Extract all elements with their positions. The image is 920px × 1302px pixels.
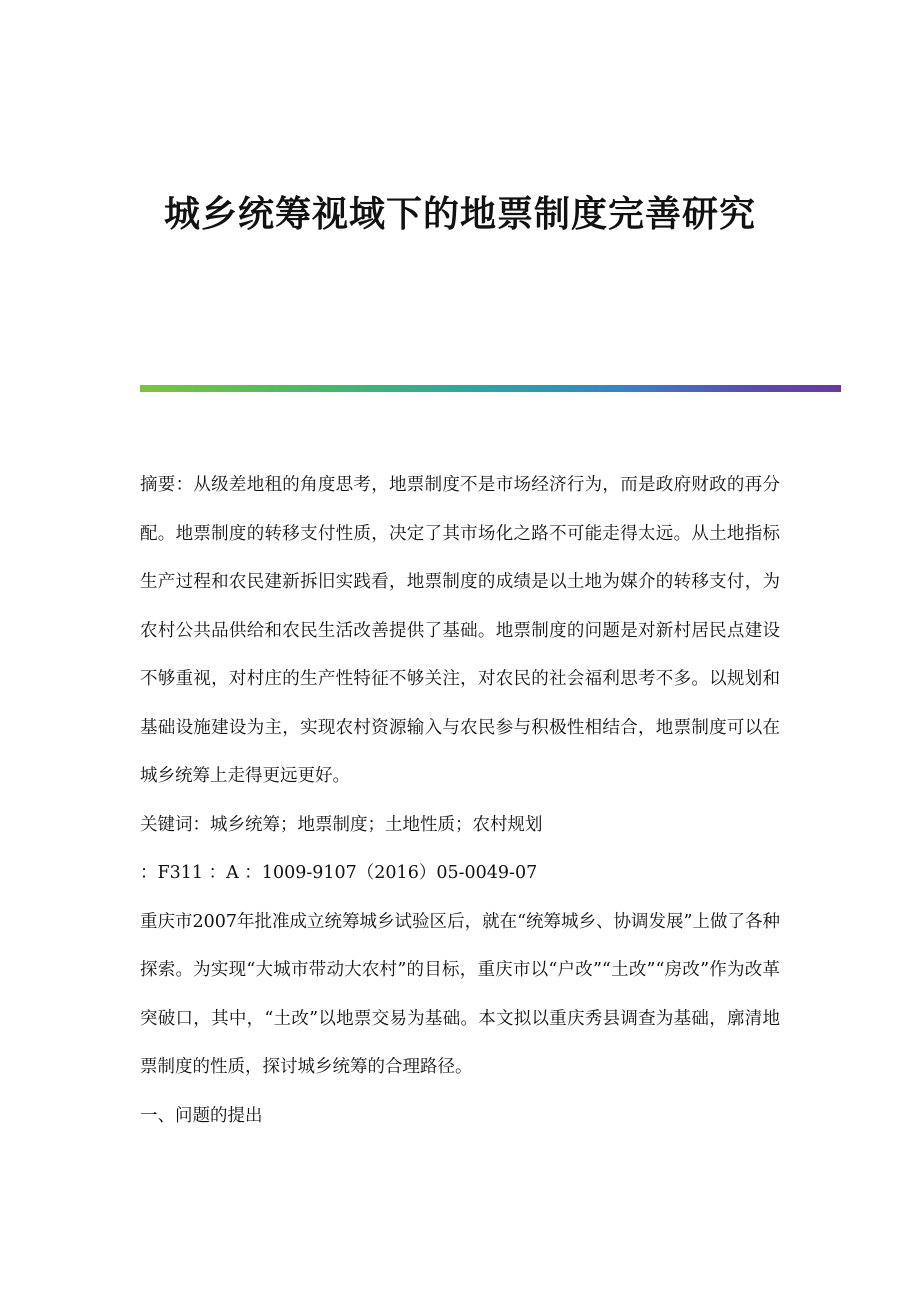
keywords-line: 关键词：城乡统筹；地票制度；土地性质；农村规划	[140, 814, 543, 835]
section-heading: 一、问题的提出	[140, 1105, 263, 1126]
title-divider	[140, 385, 841, 392]
document-body	[140, 461, 780, 1140]
intro-paragraph: 重庆市2007年批准成立统筹城乡试验区后，就在“统筹城乡、协调发展”上做了各种探索。为实现“大城市带动大农村”的目标，重庆市以“户改”“土改”“房改”作为改革突破口，其中，“土改”以地票交易为基础。本文拟以重庆秀县调查为基础，廓清地票制度的性质，探讨城乡统筹的合理路径。	[140, 911, 780, 1077]
abstract-paragraph: 摘要：从级差地租的角度思考，地票制度不是市场经济行为，而是政府财政的再分配。地票制度的转移支付性质，决定了其市场化之路不可能走得太远。从土地指标生产过程和农民建新拆旧实践看，地票制度的成绩是以土地为媒介的转移支付，为农村公共品供给和农民生活改善提供了基础。地票制度的问题是对新村居民点建设不够重视，对村庄的生产性特征不够关注，对农民的社会福利思考不多。以规划和基础设施建设为主，实现农村资源输入与农民参与积极性相结合，地票制度可以在城乡统筹上走得更远更好。	[140, 475, 780, 786]
classification-line: ：F311 ：A ：1009-9107（2016）05-0049-07	[140, 863, 538, 883]
document-title: 城乡统筹视域下的地票制度完善研究	[163, 193, 756, 235]
